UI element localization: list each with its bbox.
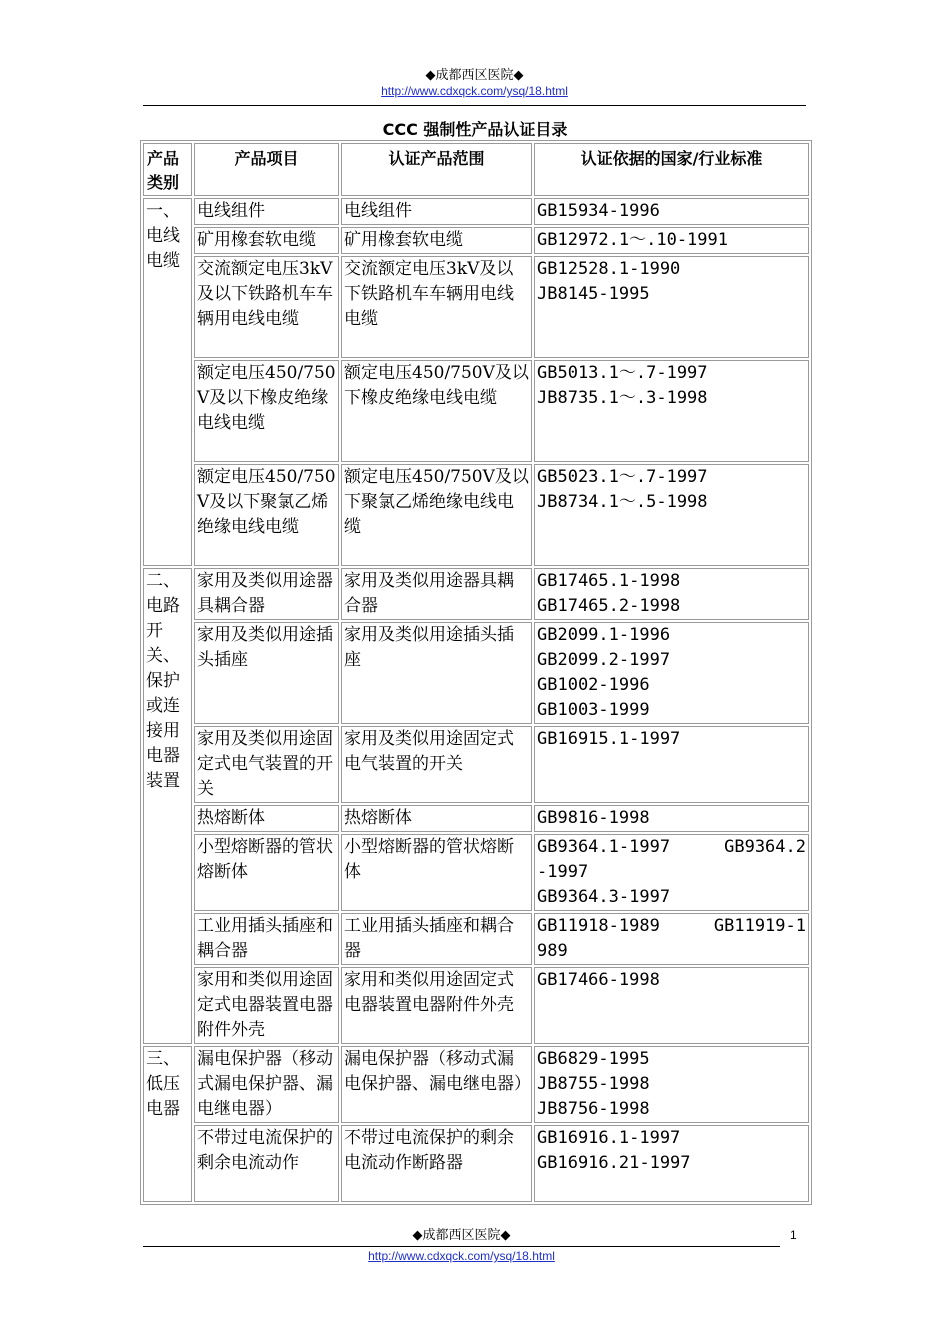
page-footer	[143, 1228, 780, 1244]
item-cell: 工业用插头插座和耦合器	[194, 913, 339, 965]
item-cell: 家用和类似用途固定式电器装置电器附件外壳	[194, 967, 339, 1044]
standard-cell	[534, 805, 809, 832]
header-standard: 认证依据的国家/行业标准	[534, 143, 809, 196]
standard-line: 989	[537, 941, 568, 961]
standard-line: GB5013.1～.7-1997	[537, 363, 708, 383]
standard-line: GB16916.21-1997	[537, 1153, 691, 1173]
item-cell: 漏电保护器（移动式漏电保护器、漏电继电器）	[194, 1046, 339, 1123]
item-cell: 额定电压450/750V及以下橡皮绝缘电线电缆	[194, 360, 339, 462]
scope-cell: 交流额定电压3kV及以下铁路机车车辆用电线电缆	[341, 256, 532, 358]
document-title: CCC 强制性产品认证目录	[382, 120, 568, 139]
standard-line: GB9364.3-1997	[537, 887, 671, 907]
footer-rule	[143, 1246, 780, 1247]
item-cell: 矿用橡套软电缆	[194, 227, 339, 254]
standard-line: -1997	[537, 862, 589, 882]
table-row	[143, 464, 809, 566]
item-cell: 热熔断体	[194, 805, 339, 832]
scope-cell: 工业用插头插座和耦合器	[341, 913, 532, 965]
header-item: 产品项目	[194, 143, 339, 196]
header-category: 产品类别	[143, 143, 192, 196]
standard-cell	[534, 227, 809, 254]
standard-cell	[534, 834, 809, 911]
standard-line: GB2099.1-1996	[537, 625, 671, 645]
table-row	[143, 622, 809, 724]
table-row	[143, 1125, 809, 1202]
standard-cell	[534, 726, 809, 803]
item-cell: 家用及类似用途插头插座	[194, 622, 339, 724]
table-row	[143, 227, 809, 254]
header-link[interactable]: http://www.cdxqck.com/ysq/18.html	[381, 84, 568, 98]
standard-line: GB12972.1～.10-1991	[537, 230, 728, 250]
scope-cell: 额定电压450/750V及以下聚氯乙烯绝缘电线电缆	[341, 464, 532, 566]
standard-line: GB1002-1996	[537, 675, 650, 695]
table-row	[143, 256, 809, 358]
table-row	[143, 1046, 809, 1123]
standard-line: GB11918-1989 GB11919-1	[537, 916, 806, 936]
standard-line: GB17465.1-1998	[537, 571, 681, 591]
standard-cell	[534, 913, 809, 965]
table-row	[143, 360, 809, 462]
standard-cell	[534, 256, 809, 358]
scope-cell: 不带过电流保护的剩余电流动作断路器	[341, 1125, 532, 1202]
standard-line: GB5023.1～.7-1997	[537, 467, 708, 487]
standard-line: JB8755-1998	[537, 1074, 650, 1094]
standard-cell	[534, 622, 809, 724]
standard-cell	[534, 1046, 809, 1123]
page-number: 1	[790, 1228, 797, 1242]
standard-line: GB6829-1995	[537, 1049, 650, 1069]
standard-line: GB16916.1-1997	[537, 1128, 681, 1148]
standard-line: GB9816-1998	[537, 808, 650, 828]
table-row	[143, 834, 809, 911]
item-cell: 不带过电流保护的剩余电流动作	[194, 1125, 339, 1202]
scope-cell: 矿用橡套软电缆	[341, 227, 532, 254]
item-cell: 家用及类似用途固定式电气装置的开关	[194, 726, 339, 803]
standard-cell	[534, 568, 809, 620]
standard-cell	[534, 198, 809, 225]
standard-cell	[534, 967, 809, 1044]
table-row	[143, 568, 809, 620]
standard-line: JB8734.1～.5-1998	[537, 492, 708, 512]
standard-line: GB2099.2-1997	[537, 650, 671, 670]
header-scope: 认证产品范围	[341, 143, 532, 196]
item-cell: 小型熔断器的管状熔断体	[194, 834, 339, 911]
footer-link-wrap	[143, 1249, 780, 1264]
standard-line: GB17466-1998	[537, 970, 660, 990]
item-cell: 额定电压450/750V及以下聚氯乙烯绝缘电线电缆	[194, 464, 339, 566]
standard-line: GB15934-1996	[537, 201, 660, 221]
table-header-row	[143, 143, 809, 196]
header-rule	[143, 105, 806, 106]
header-site-name: ◆成都西区医院◆	[425, 68, 524, 83]
scope-cell: 热熔断体	[341, 805, 532, 832]
item-cell: 交流额定电压3kV及以下铁路机车车辆用电线电缆	[194, 256, 339, 358]
standard-line: GB9364.1-1997 GB9364.2	[537, 837, 806, 857]
scope-cell: 家用及类似用途固定式电气装置的开关	[341, 726, 532, 803]
scope-cell: 家用及类似用途插头插座	[341, 622, 532, 724]
category-cell: 二、电路开关、保护或连接用电器装置	[143, 568, 192, 1044]
category-cell: 一、电线电缆	[143, 198, 192, 566]
item-cell: 电线组件	[194, 198, 339, 225]
certification-table	[140, 140, 812, 1205]
standard-line: JB8145-1995	[537, 284, 650, 304]
table-row	[143, 198, 809, 225]
scope-cell: 电线组件	[341, 198, 532, 225]
standard-cell	[534, 360, 809, 462]
scope-cell: 小型熔断器的管状熔断体	[341, 834, 532, 911]
item-cell: 家用及类似用途器具耦合器	[194, 568, 339, 620]
category-cell: 三、低压电器	[143, 1046, 192, 1202]
table-row	[143, 967, 809, 1044]
standard-line: GB1003-1999	[537, 700, 650, 720]
standard-line: GB16915.1-1997	[537, 729, 681, 749]
footer-link[interactable]: http://www.cdxqck.com/ysq/18.html	[368, 1249, 555, 1263]
standard-cell	[534, 1125, 809, 1202]
scope-cell: 家用和类似用途固定式电器装置电器附件外壳	[341, 967, 532, 1044]
standard-line: GB17465.2-1998	[537, 596, 681, 616]
scope-cell: 家用及类似用途器具耦合器	[341, 568, 532, 620]
footer-site-name: ◆成都西区医院◆	[412, 1228, 511, 1243]
standard-line: JB8735.1～.3-1998	[537, 388, 708, 408]
table-row	[143, 805, 809, 832]
scope-cell: 漏电保护器（移动式漏电保护器、漏电继电器）	[341, 1046, 532, 1123]
page-header	[143, 68, 806, 99]
scope-cell: 额定电压450/750V及以下橡皮绝缘电线电缆	[341, 360, 532, 462]
standard-line: JB8756-1998	[537, 1099, 650, 1119]
standard-cell	[534, 464, 809, 566]
table-row	[143, 913, 809, 965]
table-row	[143, 726, 809, 803]
standard-line: GB12528.1-1990	[537, 259, 681, 279]
